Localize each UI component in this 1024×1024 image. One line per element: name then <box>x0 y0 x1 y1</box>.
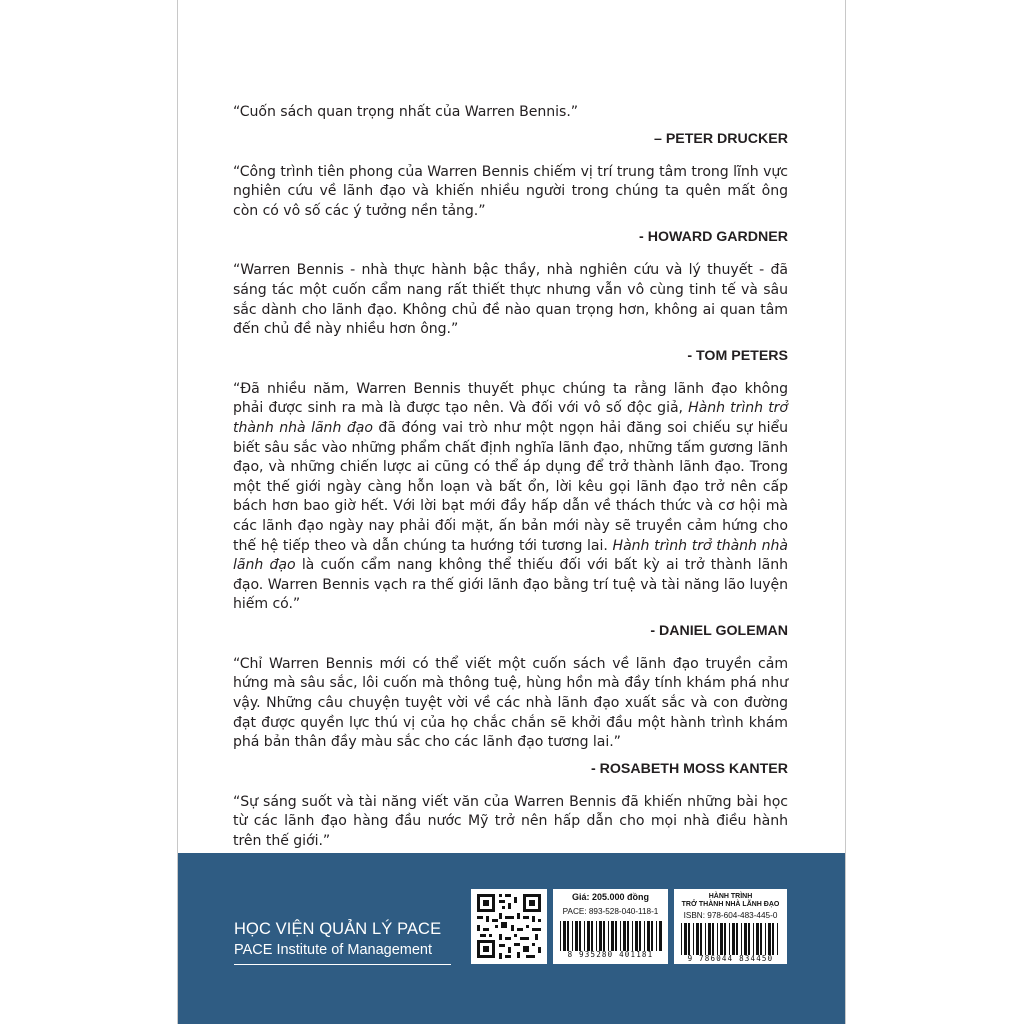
barcode-price <box>558 921 663 951</box>
quote-text: “Công trình tiên phong của Warren Bennis chiếm vị trí trung tâm trong lĩnh vực nghiên cứu về lãnh đạo và khiến nhiều người trong chúng ta quên mất ông còn có vô số các ý tưởng nền tảng.” <box>233 163 788 219</box>
barcode-bar <box>647 921 650 951</box>
barcode-bar <box>615 921 617 951</box>
qr-code-box <box>471 889 547 964</box>
barcode-bar <box>560 921 561 951</box>
barcode-bar <box>603 921 605 951</box>
barcode-bar <box>596 921 597 951</box>
barcode-bar <box>623 921 626 951</box>
book-title-italic: Hành trình trở thành nhà lãnh đạo <box>233 537 789 574</box>
barcode-bar <box>732 923 735 955</box>
isbn-barcode-box <box>674 889 787 964</box>
book-title-italic: Hành trình trở thành nhà lãnh đạo <box>233 400 788 436</box>
barcode-bar <box>717 923 718 955</box>
barcode-bar <box>693 923 694 955</box>
barcode-bar <box>659 921 662 951</box>
barcode-bar <box>591 921 593 951</box>
barcode-bar <box>584 921 585 951</box>
quote-author: - TOM PETERS <box>687 347 788 364</box>
barcode-bar <box>611 921 614 951</box>
book-title-line-2: TRỞ THÀNH NHÀ LÃNH ĐẠO <box>681 901 780 908</box>
isbn-label: ISBN: 978-604-483-445-0 <box>683 911 778 920</box>
barcode-bar <box>777 923 778 955</box>
quote-text: “Đã nhiều năm, Warren Bennis thuyết phục chúng ta rằng lãnh đạo không phải được sinh ra mà là được tạo nên. Và đối với vô số độc giả, Hành trình trở thành nhà lãnh đạo đã đóng vai trò như một ngọn hải đăng soi chiếu sự hiểu biết sâu sắc vào những phẩm chất định nghĩa lãnh đạo, những tấm gương lãnh đạo, và những chiến lược ai cũng có thể áp dụng để trở thành lãnh đạo. Trong một thế giới ngày càng hỗn loạn và bất ổn, lời kêu gọi lãnh đạo trở nên cấp bách hơn bao giờ hết. Với lời bạt mới đầy hấp dẫn về thách thức và cơ hội mà các lãnh đạo ngày nay phải đối mặt, ấn bản mới này sẽ truyền cảm hứng cho thế hệ tiếp theo và dẫn chúng ta hướng tới tương lai. Hành trình trở thành nhà lãnh đạo là cuốn cẩm nang không thể thiếu đối với bất kỳ ai trở thành lãnh đạo. Warren Bennis vạch ra thế giới lãnh đạo bằng trí tuệ và tài năng lão luyện hiếm có.” <box>233 380 789 613</box>
barcode-bar <box>724 923 726 955</box>
barcode-bar <box>635 921 638 951</box>
barcode-bar <box>688 923 690 955</box>
barcode-bar <box>644 921 645 951</box>
quote-text: “Sự sáng suốt và tài năng viết văn của Warren Bennis đã khiến những bài học từ các lãnh đạo hàng đầu nước Mỹ trở nên hấp dẫn cho mọi nhà điều hành trên thế giới.” <box>233 793 788 850</box>
quote-block <box>233 103 788 149</box>
barcode-bar <box>599 921 602 951</box>
brand-divider <box>234 964 451 965</box>
barcode-bar <box>700 923 702 955</box>
barcode-bar <box>587 921 590 951</box>
quote-block <box>233 655 788 779</box>
quote-author: - DANIEL GOLEMAN <box>650 622 788 639</box>
book-title-line-1: HÀNH TRÌNH <box>708 893 753 900</box>
barcode-bar <box>639 921 641 951</box>
barcode-bar <box>651 921 653 951</box>
barcode-bar <box>627 921 629 951</box>
barcode-bar <box>575 921 578 951</box>
barcode-digits: 8 935280 401181 <box>567 950 654 959</box>
barcode-bar <box>681 923 682 955</box>
barcode-bar <box>579 921 581 951</box>
barcode-bar <box>563 921 566 951</box>
barcode-bar <box>729 923 730 955</box>
quotes-section <box>233 103 788 892</box>
barcode-bar <box>572 921 573 951</box>
barcode-bar <box>720 923 723 955</box>
quote-text: “Cuốn sách quan trọng nhất của Warren Bennis.” <box>233 104 579 120</box>
pace-code: PACE: 893-528-040-118-1 <box>562 907 659 916</box>
barcode-bar <box>708 923 711 955</box>
quote-author: - ROSABETH MOSS KANTER <box>590 760 788 777</box>
price-barcode-box <box>553 889 668 964</box>
barcode-bar <box>608 921 609 951</box>
quote-text: “Chỉ Warren Bennis mới có thể viết một cuốn sách về lãnh đạo truyền cảm hứng mà sâu sắc, lôi cuốn mà thông tuệ, hùng hồn mà đầy tính khám phá như vậy. Những câu chuyện tuyệt vời về các nhà lãnh đạo xuất sắc và con đường đạt được quyền lực thú vị của họ chắc chắn sẽ khởi đầu một hành trình khám phá bản thân đầy màu sắc cho các lãnh đạo tương lai.” <box>233 655 788 751</box>
barcode-bar <box>772 923 774 955</box>
barcode-bar <box>753 923 754 955</box>
barcode-bar <box>620 921 621 951</box>
quote-block <box>233 380 788 641</box>
barcode-bar <box>696 923 699 955</box>
barcode-bar <box>684 923 687 955</box>
publisher-name-vn: HỌC VIỆN QUẢN LÝ PACE <box>234 920 442 938</box>
barcode-bar <box>736 923 738 955</box>
publisher-footer <box>178 853 845 1024</box>
barcode-isbn <box>679 923 782 955</box>
barcode-bar <box>705 923 706 955</box>
quote-author: – PETER DRUCKER <box>653 130 788 147</box>
quote-block <box>233 163 788 248</box>
book-back-cover <box>177 0 846 1024</box>
publisher-name-en: PACE Institute of Management <box>234 942 433 958</box>
quote-text: “Warren Bennis - nhà thực hành bậc thầy, nhà nghiên cứu và lý thuyết - đã sáng tác một cuốn cẩm nang rất thiết thực nhưng vẫn vô cùng tinh tế và sâu sắc dành cho lãnh đạo. Không chủ đề nào quan trọng hơn, không ai quan tâm đến chủ đề này nhiều hơn ông.” <box>233 262 788 338</box>
barcode-bar <box>741 923 742 955</box>
barcode-bar <box>748 923 750 955</box>
barcode-bar <box>656 921 657 951</box>
publisher-brand <box>234 919 451 965</box>
barcode-bar <box>632 921 633 951</box>
quote-block <box>233 261 788 365</box>
barcode-digits: 9 786044 834450 <box>687 954 774 963</box>
barcode-bar <box>765 923 766 955</box>
barcode-bar <box>712 923 714 955</box>
barcode-bar <box>768 923 771 955</box>
barcode-bar <box>756 923 759 955</box>
barcode-bar <box>760 923 762 955</box>
quote-author: - HOWARD GARDNER <box>639 229 788 246</box>
barcode-bar <box>744 923 747 955</box>
barcode-bar <box>567 921 569 951</box>
qr-code-icon <box>471 889 547 964</box>
price-label: Giá: 205.000 đồng <box>571 892 650 902</box>
